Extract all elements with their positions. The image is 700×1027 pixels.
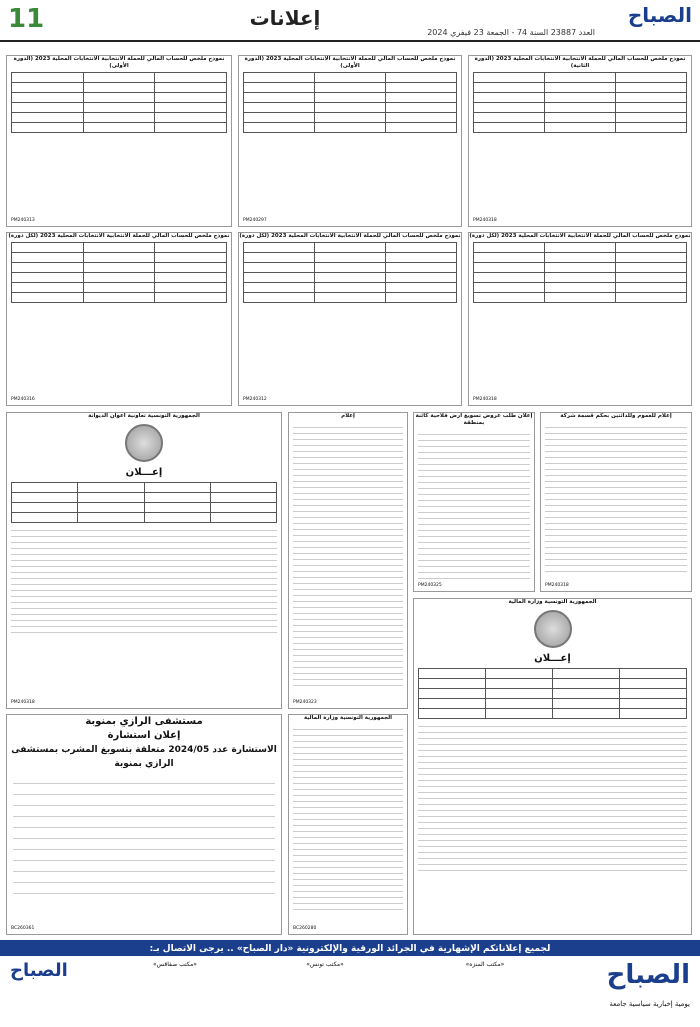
ad-box-5 (238, 232, 462, 406)
notice-d-sub: إعـــلان (125, 467, 163, 478)
notice-e-title: الجمهورية التونسية وزارة المالية (508, 599, 597, 605)
ad-title: نموذج ملخص للحساب المالي للحملة الانتخابية الانتخابات المحلية 2023 (الدورة الثانية) (474, 56, 686, 69)
ad-title: نموذج ملخص للحساب المالي للحملة الانتخابية الانتخابات المحلية 2023 (لكل دورة) (239, 233, 461, 239)
footer-office-1: «مكتب المنزه» (465, 961, 505, 968)
ad-ref: PM240316 (11, 397, 35, 402)
ad-title: نموذج ملخص للحساب المالي للحملة الانتخابية الانتخابات المحلية 2023 (لكل دورة) (8, 233, 230, 239)
ad-box-2 (238, 55, 462, 227)
ad-box-1 (468, 55, 692, 227)
notice-f-head: الاستشارة عدد 2024/05 متعلقة بتسويغ المشرب بمستشفى الرازي بمنوبة (11, 745, 277, 769)
ad-title: نموذج ملخص للحساب المالي للحملة الانتخابية الانتخابات المحلية 2023 (لكل دورة) (469, 233, 691, 239)
notice-b (413, 412, 535, 592)
notice-d-title: الجمهورية التونسية تعاونية أعوان الديوانة (88, 413, 200, 419)
footer (0, 940, 700, 1027)
notice-c (288, 412, 408, 709)
notice-e (413, 598, 692, 935)
footer-bar: لجميع إعلاناتكم الإشهارية في الجرائد الورقية والإلكترونية «دار الصباح» .. يرجى الاتصال بـ: (0, 942, 700, 956)
notice-f-title: مستشفى الرازي بمنوبة (85, 716, 203, 727)
footer-office-2: «مكتب تونس» (306, 961, 344, 968)
newspaper-logo: الصباح (627, 3, 692, 27)
page-number: 11 (8, 4, 45, 34)
notice-d (6, 412, 282, 709)
footer-logo-2: الصباح (10, 960, 68, 981)
notice-f-sub: إعلان استشارة (107, 730, 181, 741)
section-title: إعلانات (249, 6, 321, 30)
notice-b-title: إعلان طلب عروض تسويغ أرض فلاحية كائنة بمنطقة (415, 413, 533, 426)
ad-ref: PM240313 (11, 218, 35, 223)
footer-logo: الصباح (606, 960, 690, 990)
ad-box-3 (6, 55, 232, 227)
notice-a-ref: PM240318 (545, 583, 569, 588)
notice-e-sub: إعـــلان (534, 653, 571, 664)
ad-box-4 (468, 232, 692, 406)
footer-tagline: يومية إخبارية سياسية جامعة (609, 1000, 690, 1008)
customs-seal-icon (125, 424, 163, 462)
customs-seal-icon (534, 610, 572, 648)
notice-f (6, 714, 282, 935)
notice-g (288, 714, 408, 935)
notice-g-title: الجمهورية التونسية وزارة المالية (303, 715, 393, 721)
notice-a (540, 412, 692, 592)
notice-b-ref: PM240325 (418, 583, 442, 588)
ad-ref: PM240297 (243, 218, 267, 223)
page-header (0, 0, 700, 42)
ad-ref: PM240318 (473, 397, 497, 402)
issue-info: العدد 23887 السنة 74 - الجمعة 23 فيفري 2024 (427, 28, 595, 37)
ad-title: نموذج ملخص للحساب المالي للحملة الانتخابية الانتخابات المحلية 2023 (الدورة الأولى) (13, 56, 225, 69)
notice-g-ref: BC260280 (293, 926, 317, 931)
footer-office-3: «مكتب صفاقس» (153, 961, 197, 968)
notice-d-ref: PM240318 (11, 700, 35, 705)
ad-ref: PM240312 (243, 397, 267, 402)
notice-c-ref: PM240323 (293, 700, 317, 705)
notice-f-ref: BC260361 (11, 926, 35, 931)
notice-c-title: إعلام (341, 413, 355, 419)
ad-box-6 (6, 232, 232, 406)
ad-title: نموذج ملخص للحساب المالي للحملة الانتخابية الانتخابات المحلية 2023 (الدورة الأولى) (244, 56, 456, 69)
ad-ref: PM240318 (473, 218, 497, 223)
notice-a-title: إعلام للعموم وللدائنين بحكم قسمة شركة (560, 413, 672, 419)
